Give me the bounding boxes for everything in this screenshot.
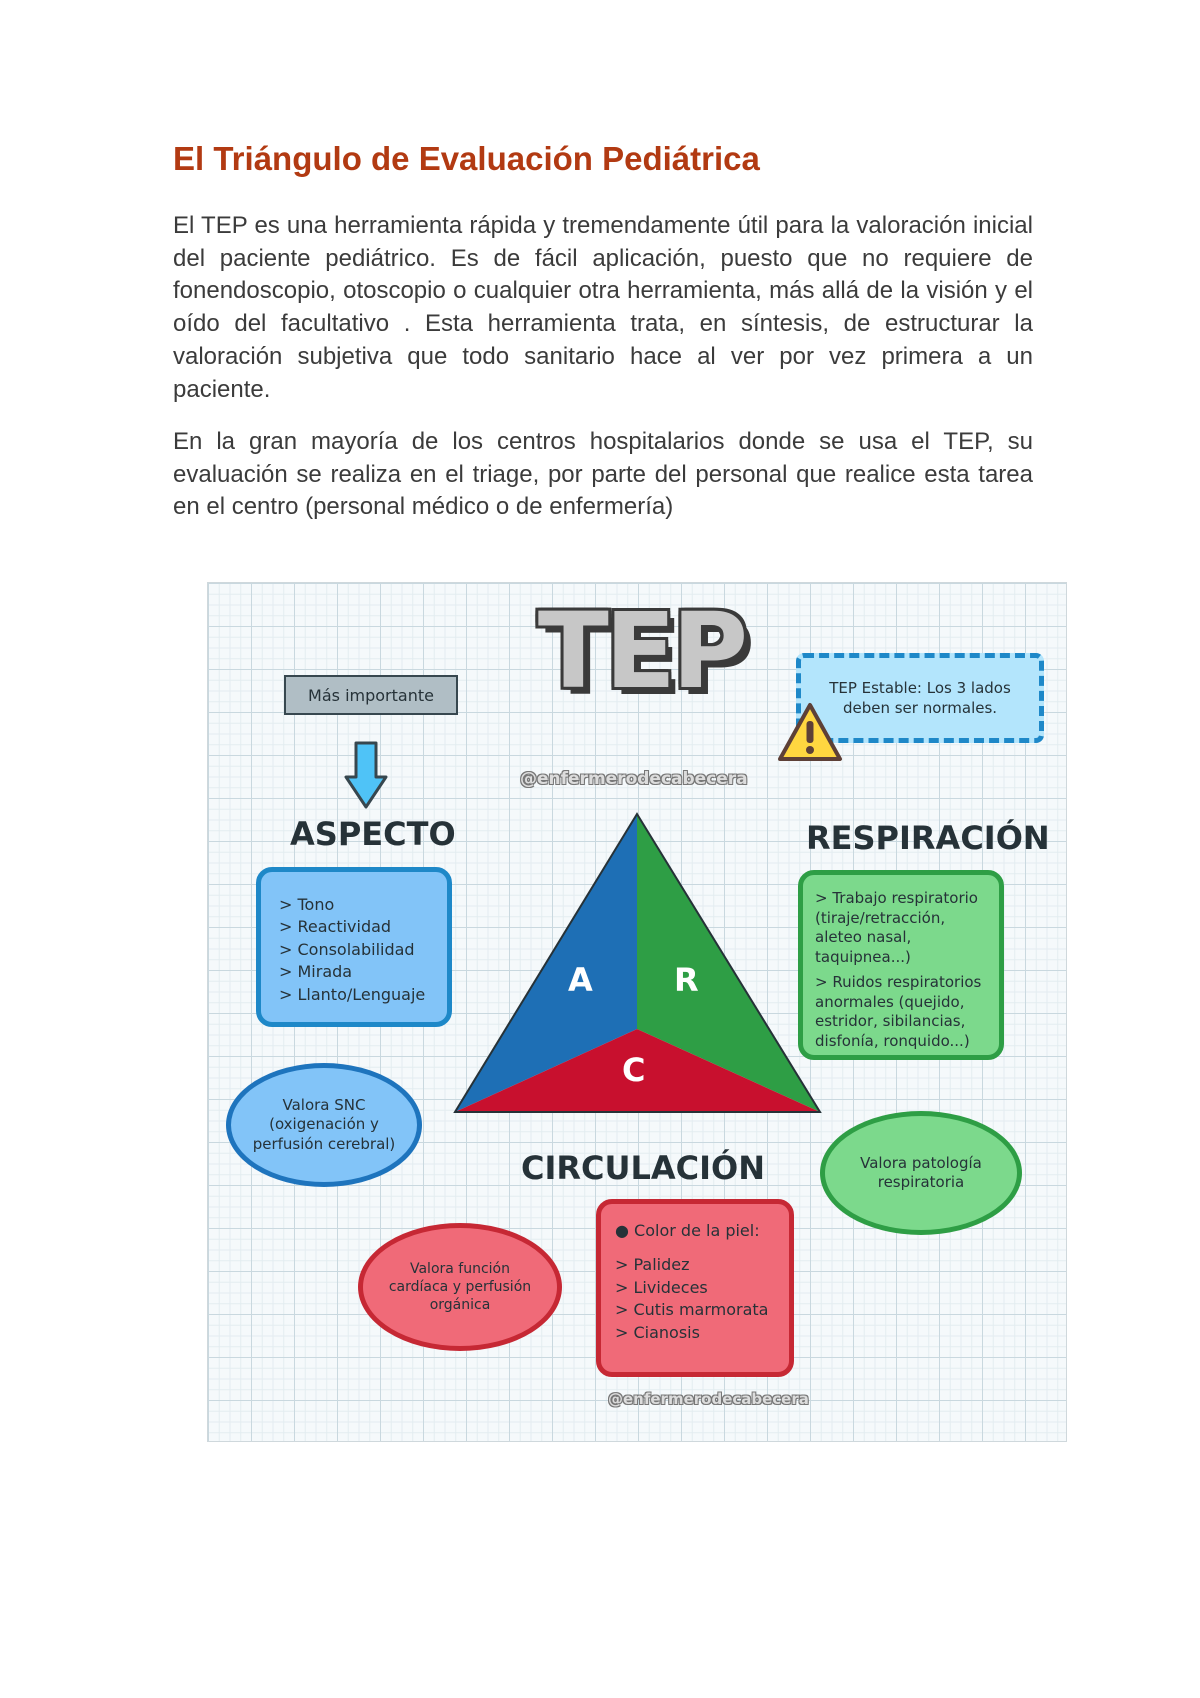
circulacion-item: > Livideces [615,1277,708,1297]
respiracion-box [798,870,1004,1060]
aspecto-item: > Mirada [279,962,353,982]
circulacion-item: > Cianosis [615,1322,700,1342]
document-title: El Triángulo de Evaluación Pediátrica [173,140,760,177]
important-label: Más importante [284,675,458,715]
stable-note: TEP Estable: Los 3 lados deben ser normales. [796,653,1044,743]
author-handle-bottom: @enfermerodecabecera [608,1390,809,1408]
tep-logo: TEP [537,590,745,712]
circulacion-item: > Palidez [615,1255,690,1275]
triangle-letter-c: C [622,1051,646,1089]
triangle-letter-r: R [674,961,699,999]
tep-infographic [207,582,1067,1442]
author-handle: @enfermerodecabecera [520,769,748,789]
aspecto-oval: Valora SNC (oxigenación y perfusión cerebral) [226,1063,422,1187]
aspecto-item: > Tono [279,895,335,914]
aspecto-item: > Reactividad [279,917,392,937]
aspecto-item: > Consolabilidad [279,939,415,959]
triangle-letter-a: A [568,961,593,999]
circulacion-box [596,1199,794,1377]
respiracion-item: > Ruidos respiratorios anormales (quejido, estridor, sibilancias, disfonía, ronquido...) [815,973,982,1050]
circulacion-heading: CIRCULACIÓN [521,1149,766,1187]
respiracion-oval: Valora patología respiratoria [820,1111,1022,1235]
aspecto-heading: ASPECTO [290,815,456,853]
intro-paragraph: El TEP es una herramienta rápida y tremendamente útil para la valoración inicial del paciente pediátrico. Es de fácil aplicación, puesto que no requiere de fonendoscopio, otoscopio o cualquier otra herramienta, más allá de la visión y el oído del facultativo . Esta herramienta trata, en síntesis, de estructurar la valoración subjetiva que todo sanitario hace al ver por vez primera a un paciente. [173,212,1033,403]
respiracion-heading: RESPIRACIÓN [806,819,1050,857]
circulacion-header: ● Color de la piel: [615,1221,760,1240]
triage-paragraph: En la gran mayoría de los centros hospitalarios donde se usa el TEP, su evaluación se realiza en el triage, por parte del personal que realice esta tarea en el centro (personal médico o de enfermería) [173,428,1033,521]
circulacion-item: > Cutis marmorata [615,1300,769,1320]
aspecto-item: > Llanto/Lenguaje [279,984,426,1004]
circulacion-oval: Valora función cardíaca y perfusión orgánica [358,1223,562,1351]
respiracion-item: > Trabajo respiratorio (tiraje/retracción, aleteo nasal, taquipnea...) [815,889,978,966]
aspecto-box [256,867,452,1027]
